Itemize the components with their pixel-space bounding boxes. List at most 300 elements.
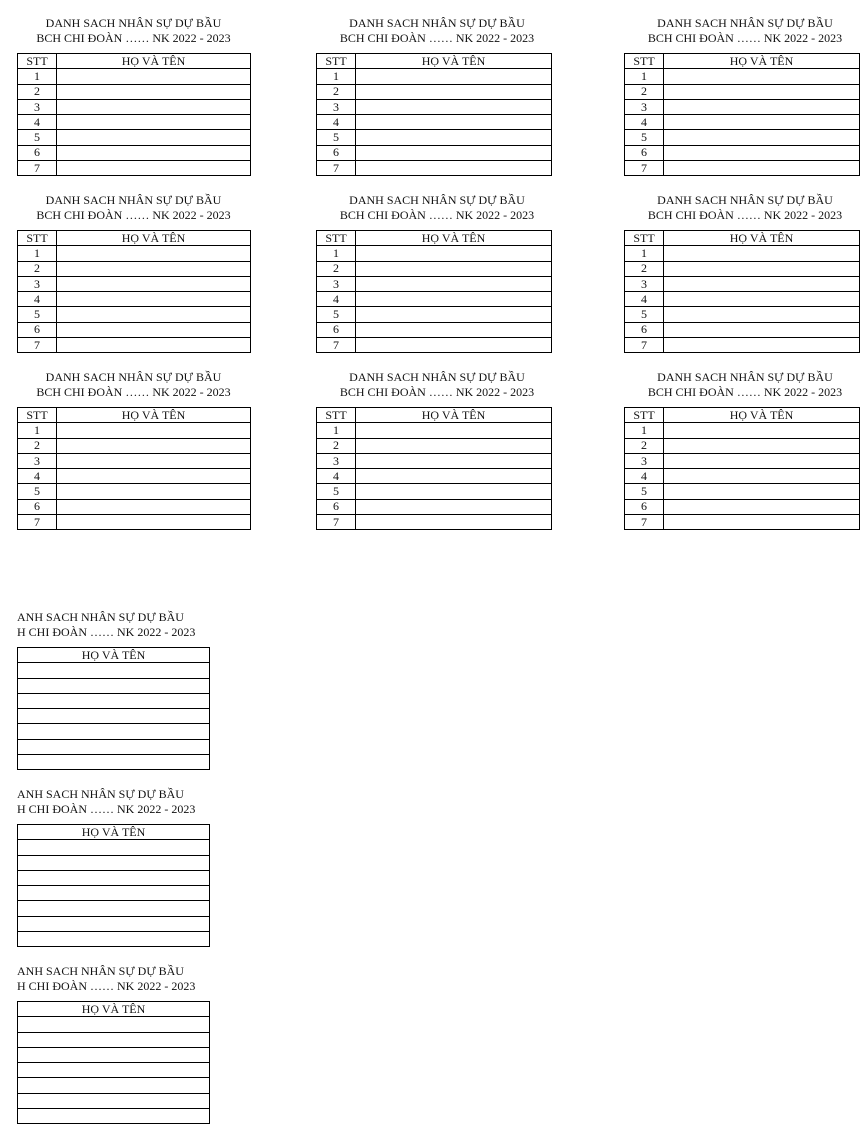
stt-cell: 2 [317, 261, 356, 276]
table-row [18, 1093, 210, 1108]
table-row [18, 276, 251, 291]
stt-cell: 2 [18, 261, 57, 276]
table-row [625, 484, 860, 499]
name-cell [57, 276, 251, 291]
candidate-list-form [316, 16, 558, 176]
name-cell [18, 724, 210, 739]
stt-header: STT [18, 54, 57, 69]
stt-cell: 4 [625, 292, 664, 307]
table-row [625, 99, 860, 114]
table-row [317, 438, 552, 453]
stt-header: STT [18, 408, 57, 423]
stt-cell: 7 [625, 515, 664, 530]
name-cell [57, 292, 251, 307]
name-cell [18, 1063, 210, 1078]
stt-cell: 6 [625, 322, 664, 337]
name-cell [18, 1093, 210, 1108]
name-cell [57, 484, 251, 499]
table-row [625, 322, 860, 337]
name-cell [18, 886, 210, 901]
name-cell [664, 515, 860, 530]
table-row [18, 1032, 210, 1047]
table-row [18, 515, 251, 530]
stt-cell: 7 [317, 515, 356, 530]
candidate-table [316, 407, 552, 530]
name-header: HỌ VÀ TÊN [18, 1002, 210, 1017]
name-cell [356, 276, 552, 291]
name-cell [57, 499, 251, 514]
form-title: ANH SACH NHÂN SỰ DỰ BẦU [17, 610, 184, 624]
stt-cell: 2 [18, 438, 57, 453]
name-cell [18, 1047, 210, 1062]
stt-cell: 7 [625, 338, 664, 353]
table-row [625, 161, 860, 176]
name-cell [664, 130, 860, 145]
stt-cell: 6 [18, 145, 57, 160]
candidate-table [624, 407, 860, 530]
form-title: DANH SACH NHÂN SỰ DỰ BẦU [45, 370, 222, 384]
stt-cell: 5 [18, 130, 57, 145]
clipped-column [624, 16, 843, 186]
stt-cell: 5 [625, 130, 664, 145]
form-title: DANH SACH NHÂN SỰ DỰ BẦU [657, 193, 833, 207]
stt-cell: 2 [317, 438, 356, 453]
table-row [18, 130, 251, 145]
table-row [18, 709, 210, 724]
candidate-list-form [17, 370, 251, 530]
table-row [18, 469, 251, 484]
candidate-table [17, 647, 210, 770]
name-cell [18, 1032, 210, 1047]
form-title: ANH SACH NHÂN SỰ DỰ BẦU [17, 964, 184, 978]
name-cell [18, 932, 210, 947]
table-row [18, 901, 210, 916]
table-row [625, 246, 860, 261]
form-title: DANH SACH NHÂN SỰ DỰ BẦU [657, 370, 833, 384]
name-cell [664, 115, 860, 130]
stt-cell: 1 [625, 423, 664, 438]
stt-cell: 1 [625, 246, 664, 261]
stt-cell: 4 [18, 115, 57, 130]
candidate-list-form [624, 193, 866, 353]
stt-cell: 7 [18, 338, 57, 353]
name-cell [356, 322, 552, 337]
candidate-list-form [316, 193, 558, 353]
candidate-table [17, 230, 251, 353]
table-row [18, 292, 251, 307]
name-cell [356, 499, 552, 514]
table-row [625, 307, 860, 322]
table-row [317, 246, 552, 261]
name-header: HỌ VÀ TÊN [57, 54, 251, 69]
table-row [625, 69, 860, 84]
candidate-table [17, 53, 251, 176]
table-row [317, 84, 552, 99]
table-row [317, 99, 552, 114]
table-row [317, 115, 552, 130]
table-row [18, 755, 210, 770]
name-cell [57, 84, 251, 99]
table-row [18, 1017, 210, 1032]
table-header-row [18, 231, 251, 246]
table-row [317, 484, 552, 499]
name-cell [18, 663, 210, 678]
name-cell [57, 423, 251, 438]
stt-cell: 6 [317, 322, 356, 337]
name-header: HỌ VÀ TÊN [18, 648, 210, 663]
name-cell [664, 261, 860, 276]
table-row [625, 84, 860, 99]
name-cell [57, 145, 251, 160]
name-header: HỌ VÀ TÊN [664, 54, 860, 69]
stt-cell: 5 [625, 307, 664, 322]
table-row [18, 1063, 210, 1078]
stt-cell: 2 [18, 84, 57, 99]
name-header: HỌ VÀ TÊN [664, 231, 860, 246]
stt-header: STT [317, 54, 356, 69]
stt-cell: 3 [18, 276, 57, 291]
stt-cell: 1 [625, 69, 664, 84]
name-cell [664, 307, 860, 322]
form-title: DANH SACH NHÂN SỰ DỰ BẦU [45, 193, 222, 207]
table-row [625, 292, 860, 307]
name-cell [664, 246, 860, 261]
table-header-row [18, 408, 251, 423]
stt-cell: 6 [625, 145, 664, 160]
name-cell [57, 261, 251, 276]
form-subtitle: H CHI ĐOÀN …… NK 2022 - 2023 [17, 625, 196, 639]
stt-cell: 4 [625, 115, 664, 130]
stt-cell: 6 [18, 322, 57, 337]
table-row [317, 261, 552, 276]
stt-cell: 3 [317, 99, 356, 114]
table-row [18, 161, 251, 176]
candidate-list-form [17, 16, 251, 176]
form-subtitle: BCH CHI ĐOÀN …… NK 2022 - 2023 [339, 208, 535, 222]
name-cell [18, 901, 210, 916]
name-cell [356, 292, 552, 307]
name-cell [57, 130, 251, 145]
table-header-row [18, 825, 210, 840]
table-row [625, 115, 860, 130]
candidate-table [316, 230, 552, 353]
stt-cell: 4 [625, 469, 664, 484]
table-row [18, 1078, 210, 1093]
name-cell [18, 709, 210, 724]
name-header: HỌ VÀ TÊN [57, 408, 251, 423]
name-header: HỌ VÀ TÊN [356, 231, 552, 246]
table-header-row [317, 408, 552, 423]
table-row [317, 69, 552, 84]
name-cell [664, 484, 860, 499]
form-subtitle: BCH CHI ĐOÀN …… NK 2022 - 2023 [647, 208, 843, 222]
table-row [317, 307, 552, 322]
name-cell [356, 246, 552, 261]
name-cell [18, 840, 210, 855]
name-cell [18, 678, 210, 693]
name-cell [664, 69, 860, 84]
candidate-table [17, 824, 210, 947]
stt-cell: 1 [18, 423, 57, 438]
table-header-row [18, 648, 210, 663]
stt-cell: 4 [18, 469, 57, 484]
table-row [18, 739, 210, 754]
stt-cell: 3 [317, 276, 356, 291]
table-row [18, 246, 251, 261]
table-row [18, 115, 251, 130]
table-header-row [18, 54, 251, 69]
name-cell [356, 453, 552, 468]
form-subtitle: BCH CHI ĐOÀN …… NK 2022 - 2023 [339, 31, 535, 45]
table-row [18, 1047, 210, 1062]
stt-cell: 4 [317, 115, 356, 130]
name-cell [356, 484, 552, 499]
name-cell [664, 338, 860, 353]
candidate-table [316, 53, 552, 176]
table-row [18, 886, 210, 901]
name-cell [664, 499, 860, 514]
table-row [18, 438, 251, 453]
stt-header: STT [625, 54, 664, 69]
form-title: ANH SACH NHÂN SỰ DỰ BẦU [17, 787, 184, 801]
stt-cell: 5 [317, 307, 356, 322]
candidate-list-form-partial [17, 787, 210, 947]
name-cell [356, 145, 552, 160]
name-cell [18, 916, 210, 931]
stt-cell: 1 [317, 69, 356, 84]
form-title: DANH SACH NHÂN SỰ DỰ BẦU [349, 370, 525, 384]
form-title: DANH SACH NHÂN SỰ DỰ BẦU [45, 16, 222, 30]
stt-cell: 4 [317, 469, 356, 484]
table-row [18, 663, 210, 678]
table-row [18, 261, 251, 276]
name-cell [356, 161, 552, 176]
stt-cell: 4 [317, 292, 356, 307]
table-row [18, 840, 210, 855]
table-row [18, 84, 251, 99]
name-cell [18, 870, 210, 885]
name-cell [18, 693, 210, 708]
stt-cell: 3 [625, 453, 664, 468]
name-cell [664, 469, 860, 484]
table-row [317, 515, 552, 530]
name-cell [356, 307, 552, 322]
name-cell [57, 438, 251, 453]
name-cell [57, 246, 251, 261]
table-row [625, 261, 860, 276]
table-row [317, 322, 552, 337]
stt-cell: 5 [625, 484, 664, 499]
name-cell [356, 115, 552, 130]
table-header-row [625, 408, 860, 423]
table-row [317, 130, 552, 145]
candidate-list-form [316, 370, 558, 530]
form-subtitle: BCH CHI ĐOÀN …… NK 2022 - 2023 [647, 31, 843, 45]
table-row [18, 916, 210, 931]
name-cell [664, 453, 860, 468]
table-row [317, 469, 552, 484]
table-row [625, 423, 860, 438]
stt-cell: 3 [18, 453, 57, 468]
stt-cell: 7 [317, 161, 356, 176]
name-cell [57, 453, 251, 468]
name-cell [664, 322, 860, 337]
table-row [18, 423, 251, 438]
stt-cell: 1 [317, 246, 356, 261]
table-row [18, 307, 251, 322]
candidate-table [624, 230, 860, 353]
stt-cell: 2 [317, 84, 356, 99]
table-header-row [317, 231, 552, 246]
stt-header: STT [625, 231, 664, 246]
stt-cell: 5 [317, 484, 356, 499]
stt-header: STT [317, 231, 356, 246]
stt-cell: 5 [18, 484, 57, 499]
table-row [317, 423, 552, 438]
table-row [625, 515, 860, 530]
table-header-row [317, 54, 552, 69]
form-subtitle: BCH CHI ĐOÀN …… NK 2022 - 2023 [36, 385, 231, 399]
name-cell [57, 115, 251, 130]
form-subtitle: BCH CHI ĐOÀN …… NK 2022 - 2023 [36, 208, 231, 222]
table-row [317, 161, 552, 176]
name-cell [18, 755, 210, 770]
form-subtitle: BCH CHI ĐOÀN …… NK 2022 - 2023 [647, 385, 843, 399]
name-cell [356, 99, 552, 114]
stt-cell: 1 [18, 246, 57, 261]
table-row [317, 145, 552, 160]
stt-cell: 7 [18, 515, 57, 530]
stt-cell: 6 [317, 499, 356, 514]
table-row [18, 724, 210, 739]
candidate-table [17, 407, 251, 530]
table-row [625, 338, 860, 353]
name-cell [356, 261, 552, 276]
name-cell [57, 469, 251, 484]
name-cell [57, 515, 251, 530]
name-cell [664, 423, 860, 438]
table-row [18, 99, 251, 114]
table-row [18, 678, 210, 693]
name-cell [664, 84, 860, 99]
candidate-list-form-partial [17, 964, 210, 1124]
name-cell [664, 145, 860, 160]
form-subtitle: H CHI ĐOÀN …… NK 2022 - 2023 [17, 802, 196, 816]
table-header-row [625, 231, 860, 246]
stt-cell: 6 [625, 499, 664, 514]
name-cell [356, 438, 552, 453]
table-row [18, 145, 251, 160]
stt-cell: 1 [18, 69, 57, 84]
name-cell [356, 338, 552, 353]
stt-cell: 4 [18, 292, 57, 307]
stt-cell: 2 [625, 261, 664, 276]
name-cell [18, 855, 210, 870]
stt-cell: 6 [317, 145, 356, 160]
form-subtitle: BCH CHI ĐOÀN …… NK 2022 - 2023 [339, 385, 535, 399]
stt-cell: 1 [317, 423, 356, 438]
stt-cell: 3 [625, 276, 664, 291]
name-cell [57, 99, 251, 114]
stt-header: STT [625, 408, 664, 423]
candidate-list-form [17, 193, 251, 353]
table-row [18, 453, 251, 468]
table-row [317, 453, 552, 468]
clipped-column [624, 370, 843, 540]
stt-cell: 3 [317, 453, 356, 468]
table-row [18, 69, 251, 84]
table-row [18, 338, 251, 353]
table-row [317, 338, 552, 353]
table-row [625, 276, 860, 291]
name-cell [57, 338, 251, 353]
stt-cell: 3 [18, 99, 57, 114]
name-cell [664, 99, 860, 114]
table-row [317, 499, 552, 514]
stt-header: STT [18, 231, 57, 246]
name-cell [356, 423, 552, 438]
name-cell [356, 84, 552, 99]
name-cell [57, 307, 251, 322]
stt-cell: 2 [625, 84, 664, 99]
stt-cell: 7 [317, 338, 356, 353]
table-row [625, 438, 860, 453]
table-row [625, 145, 860, 160]
table-row [317, 276, 552, 291]
name-header: HỌ VÀ TÊN [57, 231, 251, 246]
stt-cell: 7 [625, 161, 664, 176]
table-row [18, 484, 251, 499]
name-cell [356, 130, 552, 145]
stt-cell: 5 [317, 130, 356, 145]
clipped-column [624, 193, 843, 363]
stt-cell: 3 [625, 99, 664, 114]
stt-cell: 6 [18, 499, 57, 514]
name-header: HỌ VÀ TÊN [18, 825, 210, 840]
form-title: DANH SACH NHÂN SỰ DỰ BẦU [657, 16, 833, 30]
candidate-list-form-partial [17, 610, 210, 770]
table-row [18, 499, 251, 514]
stt-cell: 2 [625, 438, 664, 453]
name-header: HỌ VÀ TÊN [664, 408, 860, 423]
name-cell [18, 1109, 210, 1124]
candidate-list-form [624, 370, 866, 530]
name-cell [356, 515, 552, 530]
table-row [18, 693, 210, 708]
stt-header: STT [317, 408, 356, 423]
table-row [18, 322, 251, 337]
candidate-table [624, 53, 860, 176]
table-row [625, 499, 860, 514]
name-cell [664, 292, 860, 307]
name-cell [664, 161, 860, 176]
name-cell [664, 276, 860, 291]
form-title: DANH SACH NHÂN SỰ DỰ BẦU [349, 16, 525, 30]
form-subtitle: H CHI ĐOÀN …… NK 2022 - 2023 [17, 979, 196, 993]
name-cell [57, 69, 251, 84]
name-cell [57, 161, 251, 176]
table-row [625, 453, 860, 468]
name-header: HỌ VÀ TÊN [356, 54, 552, 69]
table-header-row [18, 1002, 210, 1017]
candidate-list-form [624, 16, 866, 176]
stt-cell: 5 [18, 307, 57, 322]
table-row [18, 1109, 210, 1124]
form-subtitle: BCH CHI ĐOÀN …… NK 2022 - 2023 [36, 31, 231, 45]
table-header-row [625, 54, 860, 69]
candidate-table [17, 1001, 210, 1124]
table-row [18, 855, 210, 870]
